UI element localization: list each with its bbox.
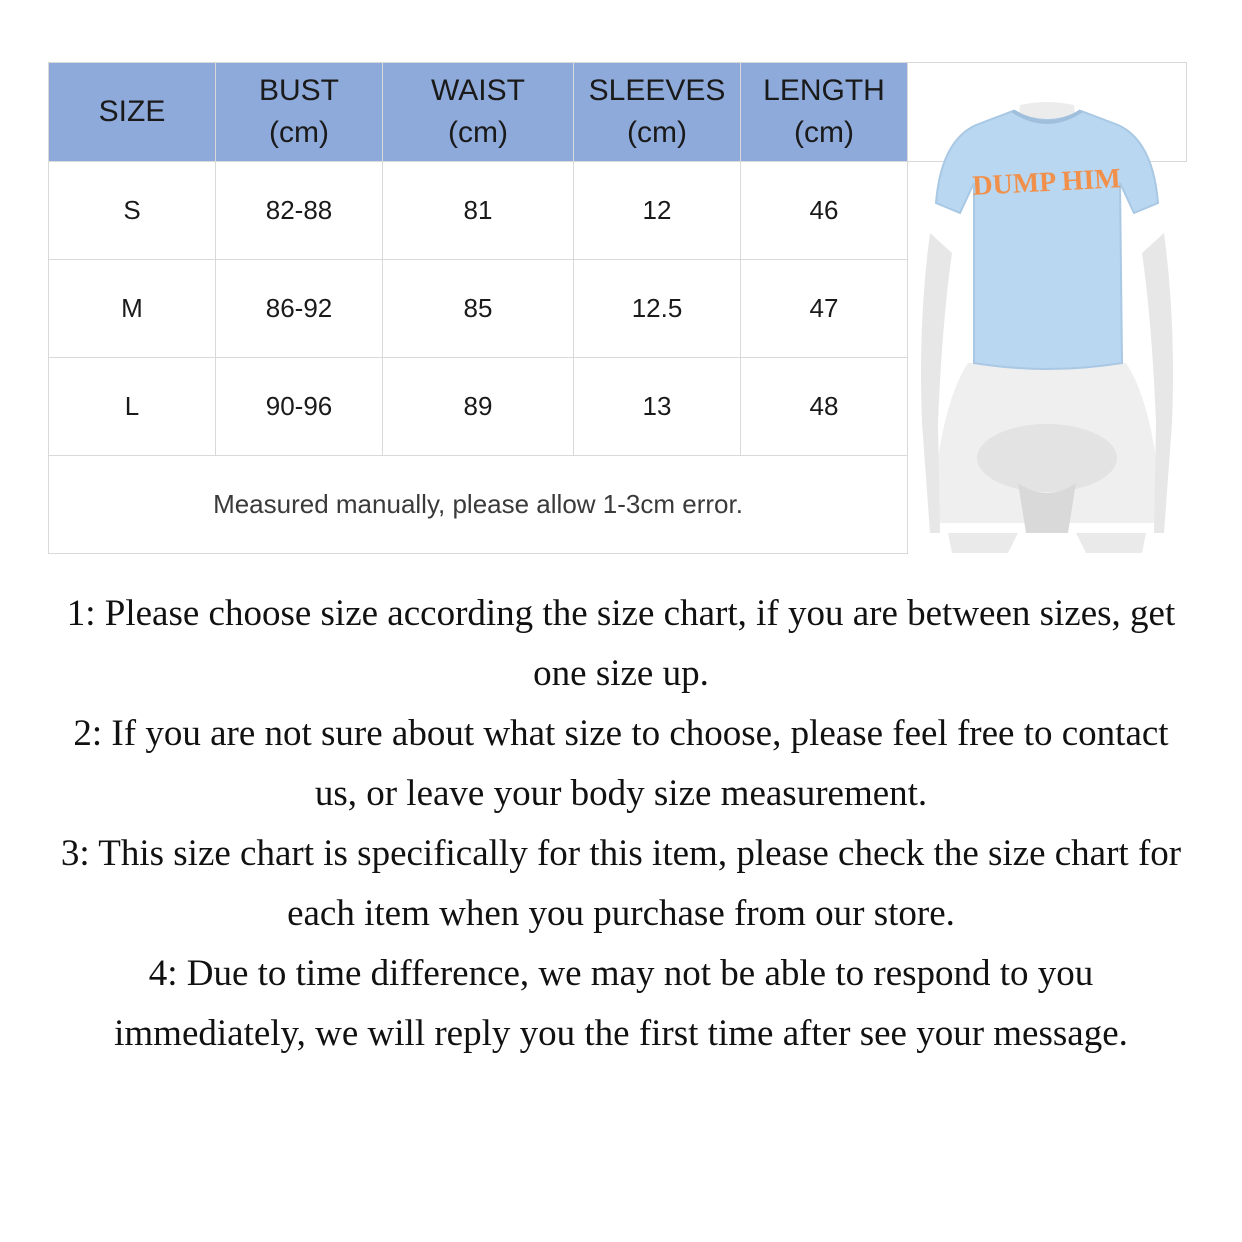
product-image-cell [908, 63, 1187, 202]
cell-size: L [49, 358, 216, 456]
header-sleeves [574, 63, 741, 162]
cell-length: 46 [741, 162, 908, 260]
header-length [741, 63, 908, 162]
cell-sleeves: 13 [574, 358, 741, 456]
cell-bust: 82-88 [216, 162, 383, 260]
cell-length: 48 [741, 358, 908, 456]
header-bust-label: BUST [258, 74, 339, 107]
header-length-unit: (cm) [794, 116, 854, 149]
instruction-3: 3: This size chart is specifically for this item, please check the size chart for each item when you purchase from our store. [60, 833, 1182, 934]
cell-waist: 85 [383, 260, 574, 358]
header-waist [383, 63, 574, 162]
header-row [49, 63, 1187, 162]
header-size-label: SIZE [98, 95, 166, 128]
header-sleeves-label: SLEEVES [588, 74, 726, 107]
cell-sleeves: 12 [574, 162, 741, 260]
size-chart-table [48, 62, 1187, 554]
instruction-2: 2: If you are not sure about what size to choose, please feel free to contact us, or leave your body size measurement. [73, 713, 1169, 814]
product-image [908, 63, 1186, 553]
cell-sleeves: 12.5 [574, 260, 741, 358]
header-waist-label: WAIST [431, 74, 525, 107]
shirt-print-text: DUMP HIM [971, 163, 1122, 202]
cell-bust: 90-96 [216, 358, 383, 456]
header-bust [216, 63, 383, 162]
cell-bust: 86-92 [216, 260, 383, 358]
header-bust-unit: (cm) [269, 116, 329, 149]
cell-size: S [49, 162, 216, 260]
header-sleeves-unit: (cm) [627, 116, 687, 149]
header-waist-unit: (cm) [448, 116, 508, 149]
instruction-4: 4: Due to time difference, we may not be able to respond to you immediately, we will reply you the first time after see your message. [114, 953, 1128, 1054]
size-instructions [52, 584, 1190, 1064]
measurement-note: Measured manually, please allow 1-3cm error. [49, 456, 908, 554]
t-shirt [936, 111, 1158, 369]
cell-waist: 89 [383, 358, 574, 456]
cell-size: M [49, 260, 216, 358]
instruction-1: 1: Please choose size according the size chart, if you are between sizes, get one size up. [66, 593, 1176, 694]
cell-length: 47 [741, 260, 908, 358]
header-size [49, 63, 216, 162]
header-length-label: LENGTH [763, 74, 885, 107]
cell-waist: 81 [383, 162, 574, 260]
